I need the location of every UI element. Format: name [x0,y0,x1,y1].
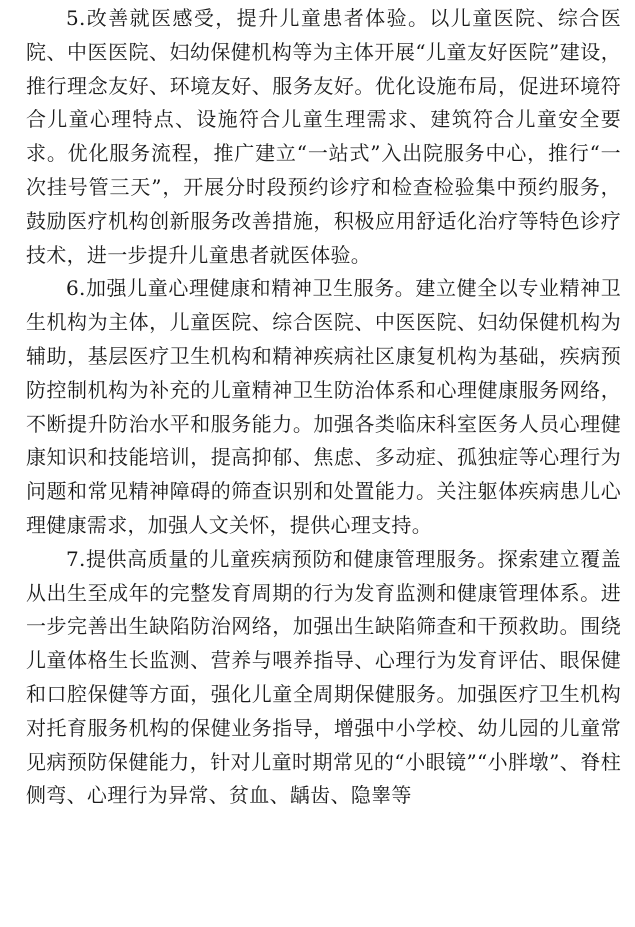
paragraph-6-mental-health: 6.加强儿童心理健康和精神卫生服务。建立健全以专业精神卫生机构为主体，儿童医院、综合医院、中医医院、妇幼保健机构为辅助，基层医疗卫生机构和精神疾病社区康复机构为基础，疾病预防控制机构为补充的儿童精神卫生防治体系和心理健康服务网络，不断提升防治水平和服务能力。加强各类临床科室医务人员心理健康知识和技能培训，提高抑郁、焦虑、多动症、孤独症等心理行为问题和常见精神障碍的筛查识别和处置能力。关注躯体疾病患儿心理健康需求，加强人文关怀，提供心理支持。 [26,276,621,537]
paragraph-5-patient-experience: 5.改善就医感受，提升儿童患者体验。以儿童医院、综合医院、中医医院、妇幼保健机构等为主体开展“儿童友好医院”建设，推行理念友好、环境友好、服务友好。优化设施布局，促进环境符合儿童心理特点、设施符合儿童生理需求、建筑符合儿童安全要求。优化服务流程，推广建立“一站式”入出院服务中心，推行“一次挂号管三天”，开展分时段预约诊疗和检查检验集中预约服务，鼓励医疗机构创新服务改善措施，积极应用舒适化治疗等特色诊疗技术，进一步提升儿童患者就医体验。 [26,6,621,267]
paragraph-7-disease-prevention: 7.提供高质量的儿童疾病预防和健康管理服务。探索建立覆盖从出生至成年的完整发育周期的行为发育监测和健康管理体系。进一步完善出生缺陷防治网络，加强出生缺陷筛查和干预救助。围绕儿童体格生长监测、营养与喂养指导、心理行为发育评估、眼保健和口腔保健等方面，强化儿童全周期保健服务。加强医疗卫生机构对托育服务机构的保健业务指导，增强中小学校、幼儿园的儿童常见病预防保健能力，针对儿童时期常见的“小眼镜”“小胖墩”、脊柱侧弯、心理行为异常、贫血、龋齿、隐睾等 [26,546,621,808]
